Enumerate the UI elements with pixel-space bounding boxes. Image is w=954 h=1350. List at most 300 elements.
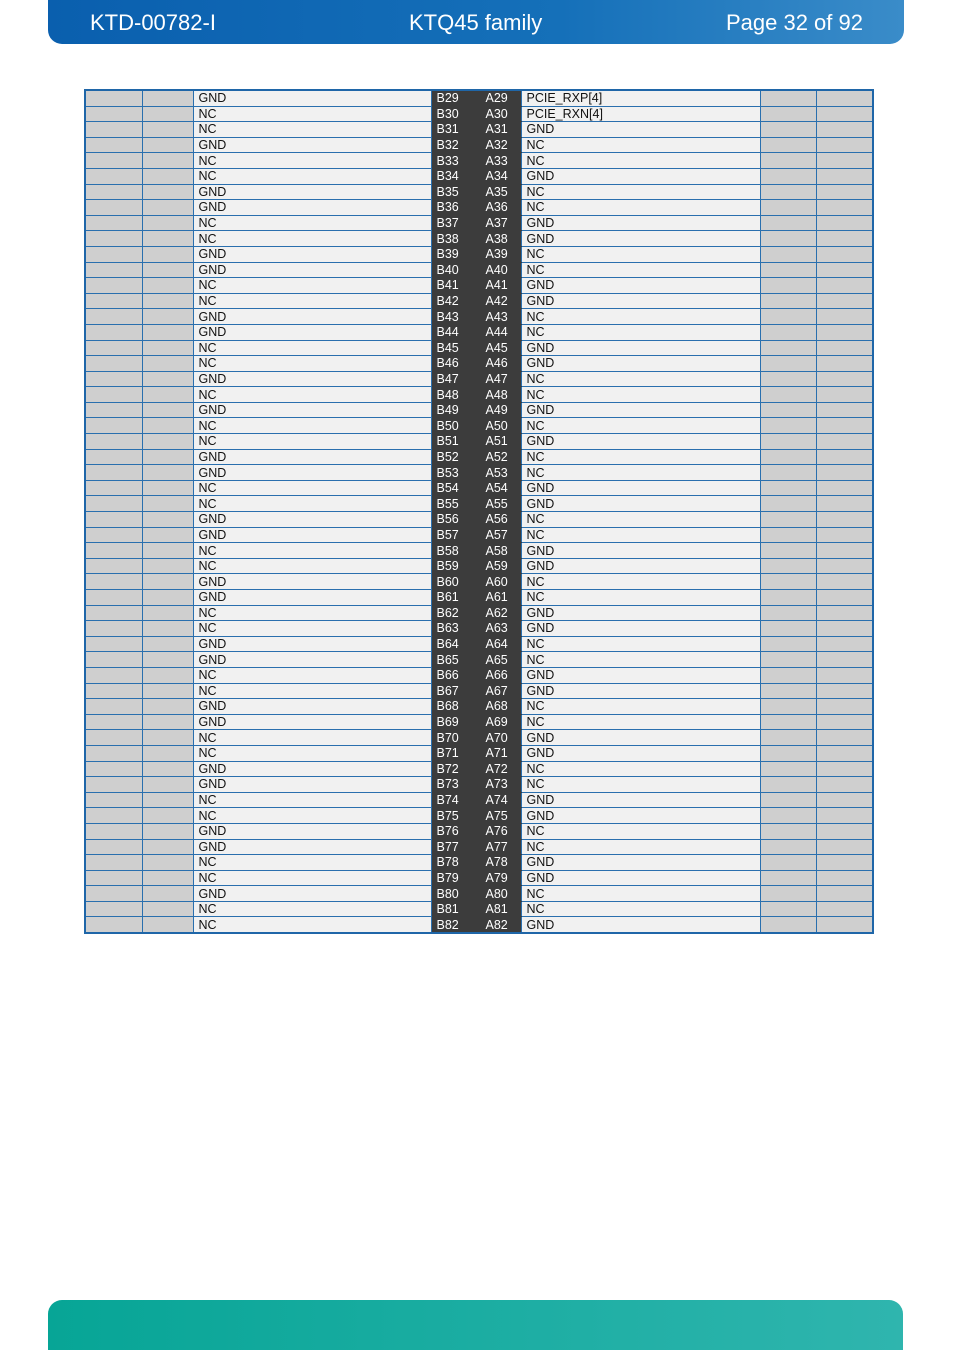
left-signal-cell: GND [193,324,431,340]
blank-cell [760,480,816,496]
table-row [85,387,873,403]
table-row [85,823,873,839]
table-row [85,808,873,824]
pin-a-cell: A56 [475,512,521,528]
blank-cell [85,901,142,917]
blank-cell [142,761,193,777]
left-signal-cell: GND [193,652,431,668]
blank-cell [142,200,193,216]
blank-cell [142,184,193,200]
blank-cell [85,777,142,793]
pin-a-cell: A34 [475,168,521,184]
blank-cell [816,886,873,902]
blank-cell [760,699,816,715]
left-signal-cell: GND [193,527,431,543]
right-signal-cell: GND [521,293,760,309]
blank-cell [142,901,193,917]
blank-cell [816,496,873,512]
blank-cell [142,808,193,824]
page-header [48,0,904,44]
pin-b-cell: B49 [431,402,475,418]
pin-a-cell: A65 [475,652,521,668]
blank-cell [142,402,193,418]
blank-cell [142,246,193,262]
blank-cell [816,917,873,933]
blank-cell [85,278,142,294]
blank-cell [142,667,193,683]
pin-a-cell: A51 [475,434,521,450]
pin-b-cell: B51 [431,434,475,450]
blank-cell [760,356,816,372]
pin-b-cell: B43 [431,309,475,325]
blank-cell [760,90,816,106]
blank-cell [85,730,142,746]
blank-cell [142,558,193,574]
blank-cell [816,184,873,200]
right-signal-cell: GND [521,340,760,356]
left-signal-cell: GND [193,449,431,465]
left-signal-cell: NC [193,215,431,231]
pin-a-cell: A39 [475,246,521,262]
right-signal-cell: NC [521,418,760,434]
blank-cell [142,262,193,278]
blank-cell [760,839,816,855]
left-signal-cell: GND [193,886,431,902]
right-signal-cell: NC [521,324,760,340]
blank-cell [816,590,873,606]
left-signal-cell: NC [193,480,431,496]
blank-cell [760,870,816,886]
blank-cell [142,309,193,325]
blank-cell [816,621,873,637]
blank-cell [816,808,873,824]
blank-cell [85,153,142,169]
blank-cell [816,745,873,761]
blank-cell [816,558,873,574]
blank-cell [142,605,193,621]
blank-cell [142,153,193,169]
left-signal-cell: NC [193,153,431,169]
blank-cell [816,730,873,746]
pin-a-cell: A71 [475,745,521,761]
pin-a-cell: A82 [475,917,521,933]
left-signal-cell: NC [193,792,431,808]
blank-cell [85,480,142,496]
pin-a-cell: A68 [475,699,521,715]
blank-cell [85,636,142,652]
blank-cell [142,387,193,403]
pin-a-cell: A70 [475,730,521,746]
right-signal-cell: GND [521,605,760,621]
left-signal-cell: NC [193,730,431,746]
left-signal-cell: GND [193,777,431,793]
pin-b-cell: B45 [431,340,475,356]
pin-a-cell: A58 [475,543,521,559]
blank-cell [142,745,193,761]
blank-cell [760,106,816,122]
blank-cell [142,527,193,543]
right-signal-cell: NC [521,636,760,652]
blank-cell [85,839,142,855]
pin-a-cell: A38 [475,231,521,247]
pin-b-cell: B56 [431,512,475,528]
left-signal-cell: GND [193,262,431,278]
table-row [85,527,873,543]
pin-a-cell: A78 [475,855,521,871]
blank-cell [85,808,142,824]
blank-cell [816,418,873,434]
pin-a-cell: A69 [475,714,521,730]
blank-cell [816,137,873,153]
blank-cell [760,371,816,387]
table-row [85,699,873,715]
blank-cell [142,122,193,138]
pin-b-cell: B54 [431,480,475,496]
blank-cell [760,901,816,917]
blank-cell [760,309,816,325]
blank-cell [760,262,816,278]
blank-cell [760,621,816,637]
blank-cell [816,901,873,917]
blank-cell [760,512,816,528]
left-signal-cell: GND [193,371,431,387]
right-signal-cell: GND [521,480,760,496]
pin-a-cell: A77 [475,839,521,855]
table-row [85,340,873,356]
pin-a-cell: A67 [475,683,521,699]
blank-cell [142,480,193,496]
right-signal-cell: NC [521,901,760,917]
left-signal-cell: NC [193,387,431,403]
pin-b-cell: B52 [431,449,475,465]
right-signal-cell: NC [521,777,760,793]
pin-b-cell: B61 [431,590,475,606]
blank-cell [85,761,142,777]
blank-cell [142,574,193,590]
blank-cell [816,870,873,886]
table-row [85,745,873,761]
pin-a-cell: A76 [475,823,521,839]
blank-cell [85,855,142,871]
blank-cell [816,839,873,855]
pin-a-cell: A73 [475,777,521,793]
blank-cell [760,590,816,606]
blank-cell [760,823,816,839]
blank-cell [85,309,142,325]
blank-cell [760,324,816,340]
table-row [85,106,873,122]
left-signal-cell: GND [193,465,431,481]
table-row [85,246,873,262]
pin-a-cell: A44 [475,324,521,340]
left-signal-cell: NC [193,901,431,917]
right-signal-cell: NC [521,387,760,403]
table-row [85,137,873,153]
blank-cell [760,340,816,356]
blank-cell [816,215,873,231]
left-signal-cell: NC [193,293,431,309]
blank-cell [142,324,193,340]
blank-cell [760,714,816,730]
blank-cell [760,683,816,699]
blank-cell [816,527,873,543]
pin-a-cell: A36 [475,200,521,216]
blank-cell [85,387,142,403]
blank-cell [760,278,816,294]
blank-cell [760,153,816,169]
table-row [85,418,873,434]
blank-cell [85,449,142,465]
pin-b-cell: B39 [431,246,475,262]
blank-cell [85,137,142,153]
table-row [85,590,873,606]
table-row [85,730,873,746]
blank-cell [85,106,142,122]
table-row [85,605,873,621]
pin-a-cell: A32 [475,137,521,153]
blank-cell [142,730,193,746]
right-signal-cell: GND [521,168,760,184]
pin-b-cell: B38 [431,231,475,247]
blank-cell [85,574,142,590]
table-row [85,621,873,637]
pin-b-cell: B70 [431,730,475,746]
table-row [85,122,873,138]
blank-cell [760,465,816,481]
pin-b-cell: B36 [431,200,475,216]
blank-cell [85,293,142,309]
right-signal-cell: GND [521,730,760,746]
blank-cell [142,90,193,106]
pin-b-cell: B34 [431,168,475,184]
blank-cell [85,917,142,933]
blank-cell [142,543,193,559]
blank-cell [760,667,816,683]
pin-a-cell: A48 [475,387,521,403]
blank-cell [142,496,193,512]
right-signal-cell: GND [521,792,760,808]
left-signal-cell: NC [193,278,431,294]
pin-b-cell: B72 [431,761,475,777]
right-signal-cell: NC [521,153,760,169]
blank-cell [760,122,816,138]
table-row [85,870,873,886]
blank-cell [816,153,873,169]
left-signal-cell: NC [193,418,431,434]
table-row [85,465,873,481]
blank-cell [85,371,142,387]
pin-a-cell: A47 [475,371,521,387]
blank-cell [760,730,816,746]
blank-cell [760,527,816,543]
blank-cell [85,792,142,808]
blank-cell [142,215,193,231]
left-signal-cell: GND [193,714,431,730]
pin-a-cell: A46 [475,356,521,372]
table-row [85,449,873,465]
right-signal-cell: GND [521,745,760,761]
blank-cell [85,652,142,668]
blank-cell [142,886,193,902]
blank-cell [760,137,816,153]
pin-b-cell: B66 [431,667,475,683]
pin-a-cell: A79 [475,870,521,886]
pin-b-cell: B42 [431,293,475,309]
blank-cell [816,262,873,278]
blank-cell [85,886,142,902]
table-row [85,168,873,184]
table-row [85,496,873,512]
right-signal-cell: NC [521,699,760,715]
blank-cell [142,652,193,668]
table-row [85,434,873,450]
blank-cell [142,106,193,122]
blank-cell [816,667,873,683]
blank-cell [760,574,816,590]
blank-cell [85,215,142,231]
pinout-table-body [85,90,873,933]
blank-cell [85,168,142,184]
blank-cell [85,262,142,278]
blank-cell [816,434,873,450]
pin-b-cell: B55 [431,496,475,512]
pin-a-cell: A50 [475,418,521,434]
pin-b-cell: B35 [431,184,475,200]
blank-cell [816,246,873,262]
blank-cell [85,714,142,730]
blank-cell [85,558,142,574]
pin-b-cell: B76 [431,823,475,839]
pin-a-cell: A66 [475,667,521,683]
pin-b-cell: B74 [431,792,475,808]
left-signal-cell: NC [193,340,431,356]
right-signal-cell: GND [521,215,760,231]
blank-cell [142,231,193,247]
pin-b-cell: B40 [431,262,475,278]
blank-cell [760,543,816,559]
right-signal-cell: GND [521,402,760,418]
right-signal-cell: GND [521,667,760,683]
blank-cell [85,418,142,434]
pin-a-cell: A30 [475,106,521,122]
pin-b-cell: B64 [431,636,475,652]
left-signal-cell: NC [193,870,431,886]
pin-a-cell: A60 [475,574,521,590]
blank-cell [760,808,816,824]
blank-cell [85,465,142,481]
left-signal-cell: NC [193,683,431,699]
blank-cell [142,512,193,528]
left-signal-cell: GND [193,402,431,418]
blank-cell [760,293,816,309]
pin-b-cell: B37 [431,215,475,231]
left-signal-cell: NC [193,122,431,138]
table-row [85,652,873,668]
blank-cell [142,870,193,886]
table-row [85,543,873,559]
blank-cell [85,745,142,761]
blank-cell [85,90,142,106]
blank-cell [760,418,816,434]
blank-cell [85,823,142,839]
pin-b-cell: B71 [431,745,475,761]
pin-a-cell: A75 [475,808,521,824]
pin-a-cell: A31 [475,122,521,138]
blank-cell [142,792,193,808]
blank-cell [760,449,816,465]
blank-cell [142,137,193,153]
right-signal-cell: GND [521,434,760,450]
blank-cell [760,745,816,761]
right-signal-cell: NC [521,590,760,606]
blank-cell [816,340,873,356]
blank-cell [142,917,193,933]
right-signal-cell: GND [521,917,760,933]
blank-cell [816,309,873,325]
blank-cell [85,402,142,418]
blank-cell [142,777,193,793]
table-row [85,90,873,106]
pin-a-cell: A81 [475,901,521,917]
pin-b-cell: B44 [431,324,475,340]
pin-b-cell: B65 [431,652,475,668]
blank-cell [760,184,816,200]
pin-a-cell: A63 [475,621,521,637]
blank-cell [142,699,193,715]
right-signal-cell: NC [521,184,760,200]
blank-cell [816,231,873,247]
right-signal-cell: NC [521,262,760,278]
pin-b-cell: B48 [431,387,475,403]
right-signal-cell: NC [521,714,760,730]
right-signal-cell: NC [521,200,760,216]
blank-cell [760,558,816,574]
left-signal-cell: NC [193,745,431,761]
blank-cell [85,590,142,606]
blank-cell [85,184,142,200]
left-signal-cell: NC [193,605,431,621]
blank-cell [85,496,142,512]
right-signal-cell: NC [521,512,760,528]
blank-cell [760,605,816,621]
pin-b-cell: B79 [431,870,475,886]
left-signal-cell: GND [193,184,431,200]
right-signal-cell: PCIE_RXP[4] [521,90,760,106]
blank-cell [142,823,193,839]
page-footer [48,1300,903,1350]
table-row [85,402,873,418]
blank-cell [816,792,873,808]
blank-cell [760,652,816,668]
pin-b-cell: B46 [431,356,475,372]
left-signal-cell: NC [193,434,431,450]
blank-cell [85,870,142,886]
table-row [85,512,873,528]
blank-cell [85,246,142,262]
left-signal-cell: GND [193,137,431,153]
blank-cell [85,605,142,621]
blank-cell [760,886,816,902]
blank-cell [816,480,873,496]
blank-cell [760,402,816,418]
right-signal-cell: GND [521,496,760,512]
blank-cell [85,200,142,216]
left-signal-cell: GND [193,512,431,528]
pinout-table [84,89,874,934]
blank-cell [816,387,873,403]
pin-b-cell: B30 [431,106,475,122]
blank-cell [816,356,873,372]
